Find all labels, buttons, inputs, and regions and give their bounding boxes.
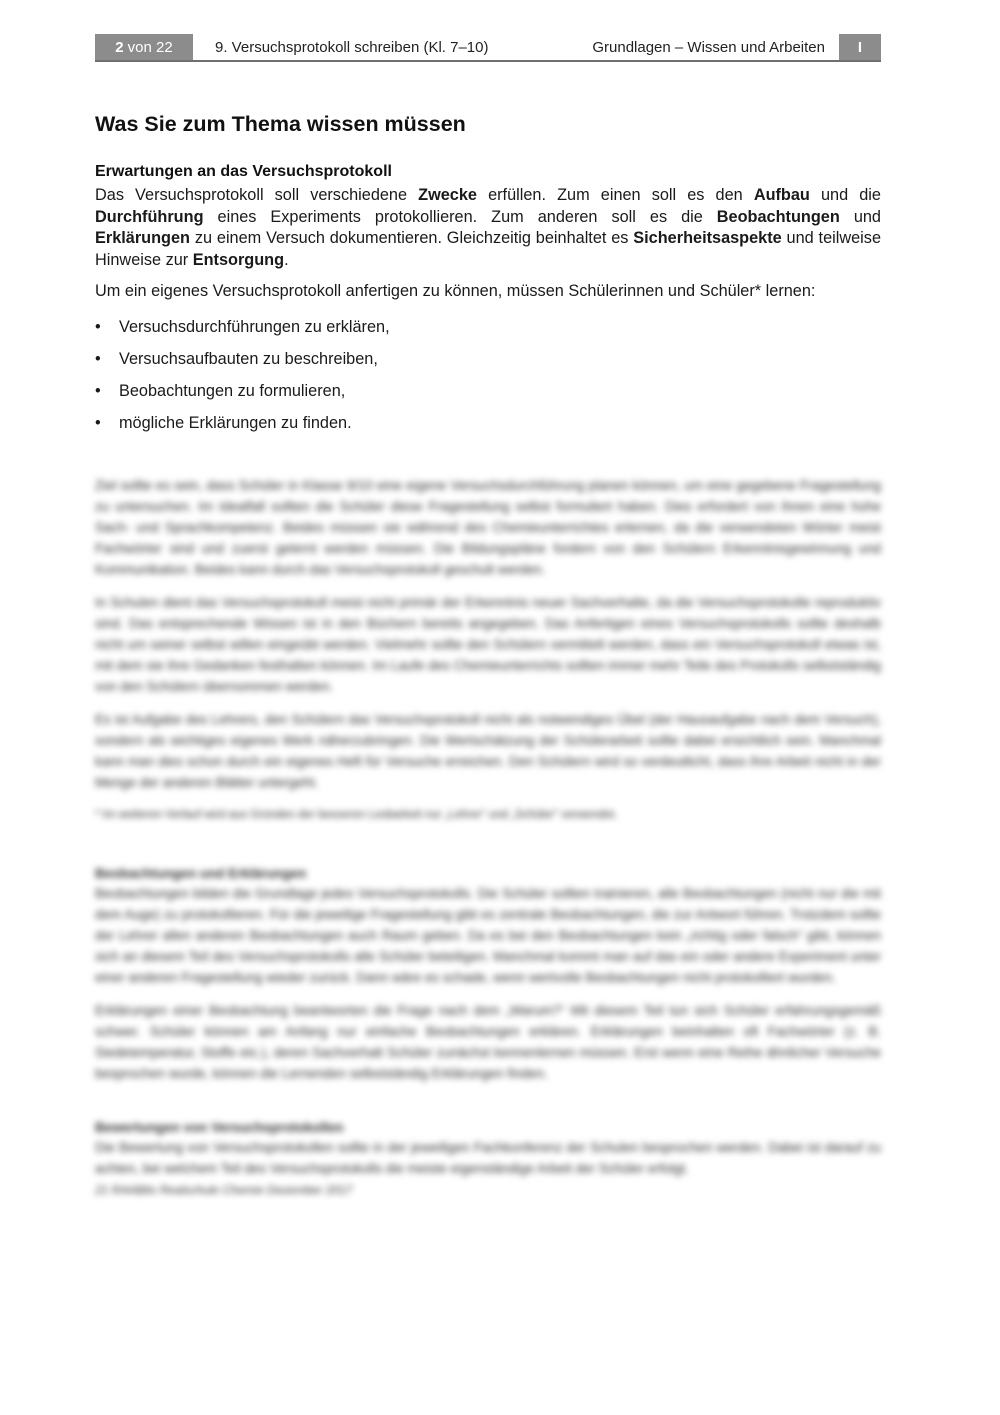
bold-term: Entsorgung [192, 250, 285, 269]
text-run: zu einem Versuch dokumentieren. Gleichzeitig beinhaltet es [190, 229, 634, 247]
blurred-paragraph: Beobachtungen bilden die Grundlage jedes Versuchsprotokolls. Die Schüler sollten trainieren, alle Beobachtungen (nicht nur die mit dem Auge) zu protokollieren. Für die jeweilige Fragestellung gibt es zentrale Beobachtungen, die zur Antwort führen. Trotzdem sollte der Lehrer allen anderen Beobachtungen auch Raum geben. Da es bei den Beobachtungen kein „richtig oder falsch“ gibt, können sich an diesem Teil des Versuchsprotokolls alle Schüler beteiligen. Manchmal kommt man auf das ein oder andere Experiment unter einer anderen Fragestellung wieder zurück. Dann wäre es schade, wenn wertvolle Beobachtungen nicht protokolliert wurden. [95, 886, 881, 985]
blurred-heading: Beobachtungen und Erklärungen [95, 866, 307, 881]
footnote: * Im weiteren Verlauf wird aus Gründen der besseren Lesbarkeit nur „Lehrer“ und „Schüler“ verwendet. [95, 809, 618, 821]
text-run: und teilweise Hinweise zur [95, 229, 881, 269]
learning-paragraph: Um ein eigenes Versuchsprotokoll anfertigen zu können, müssen Schülerinnen und Schüler* lernen: [95, 282, 816, 300]
main-content [95, 112, 881, 445]
blurred-paragraph: In Schulen dient das Versuchsprotokoll meist nicht primär der Erkenntnis neuer Sachverhalte, da die Versuchsprotokolle reproduktiv sind. Das entsprechende Wissen ist in den Büchern bereits angegeben. Das Anfertigen eines Versuchsprotokolls sollte deshalb nicht um seiner selbst willen eingeübt werden. Vielmehr sollte den Schülern vermittelt werden, dass ein Versuchsprotokoll etwas ist, mit dem sie ihre Gedanken festhalten können. Im Laufe des Chemieunterrichts sollten immer mehr Teile des Protokolls selbstständig von den Schülern übernommen werden. [95, 595, 881, 694]
text-run: . [284, 250, 289, 269]
bullet-icon: • [95, 413, 101, 432]
page-total: von 22 [127, 38, 173, 56]
blurred-paragraph: Es ist Aufgabe des Lehrers, den Schülern das Versuchsprotokoll nicht als notwendiges Übel (der Hausaufgabe nach dem Versuch), sondern als wichtiges eigenes Werk näherzubringen. Die Wertschätzung der Schülerarbeit sollte dabei ersichtlich sein. Manchmal kann man dies schon durch ein eigenes Heft für Versuche erreichen. Den Schülern wird so verdeutlicht, dass ihre Arbeit nicht in der Menge der anderen Blätter untergeht. [95, 712, 881, 790]
blurred-paragraph: Die Bewertung von Versuchsprotokollen sollte in der jeweiligen Fachkonferenz der Schulen besprochen werden. Dabei ist darauf zu achten, bei welchem Teil des Versuchsprotokolls die meiste eigenständige Arbeit der Schüler erfolgt. [95, 1140, 881, 1176]
bold-term: Sicherheitsaspekte [633, 229, 782, 247]
list-item: • Beobachtungen zu formulieren, [95, 381, 881, 403]
page-current: 2 [115, 38, 124, 56]
text-run: und [839, 207, 881, 226]
bullet-icon: • [95, 349, 101, 368]
page-title: Was Sie zum Thema wissen müssen [95, 112, 466, 136]
text-run: erfüllen. Zum einen soll es den [476, 186, 754, 204]
text-run: Das Versuchsprotokoll soll verschiedene [95, 186, 419, 204]
text-run: und die [809, 186, 881, 204]
page-header [95, 34, 881, 62]
list-item: • Versuchsdurchführungen zu erklären, [95, 317, 881, 339]
section-title: Grundlagen – Wissen und Arbeiten [592, 38, 825, 56]
list-item: • mögliche Erklärungen zu finden. [95, 413, 881, 435]
bold-term: Beobachtungen [716, 207, 840, 226]
document-title: 9. Versuchsprotokoll schreiben (Kl. 7–10) [215, 38, 489, 56]
list-item: • Versuchsaufbauten zu beschreiben, [95, 349, 881, 371]
bold-term: Durchführung [95, 207, 204, 226]
bold-term: Erklärungen [95, 229, 191, 247]
bold-term: Aufbau [753, 186, 810, 204]
section-marker: I [839, 34, 881, 60]
blurred-paragraph: Ziel sollte es sein, dass Schüler in Klasse 9/10 eine eigene Versuchsdurchführung planen können, um eine gegebene Fragestellung zu untersuchen. Im Idealfall sollten die Schüler diese Fragestellung selbst formuliert haben. Dies erfordert von ihnen eine hohe Sach- und Sprachkompetenz. Beides müssen sie während des Chemieunterrichtes erlernen, da die verwendeten Wörter meist Fachwörter sind und zuerst gelernt werden müssen. Die Bildungspläne fordern von den Schülern Erkenntnisgewinnung und Kommunikation. Beides kann durch das Versuchsprotokoll geschult werden. [95, 478, 881, 577]
bullet-icon: • [95, 317, 101, 336]
text-run: eines Experiments protokollieren. Zum anderen soll es die [203, 207, 717, 226]
skills-list [95, 317, 881, 435]
bold-term: Zwecke [418, 186, 477, 204]
subheading: Erwartungen an das Versuchsprotokoll [95, 163, 392, 180]
blurred-heading: Bewertungen von Versuchsprotokollen [95, 1120, 344, 1135]
source-citation: 21 RAABits Realschule Chemie Dezember 2017 [95, 1183, 353, 1197]
bullet-icon: • [95, 381, 101, 400]
intro-paragraph [95, 185, 881, 271]
blurred-paragraph: Erklärungen einer Beobachtung beantworten die Frage nach dem „Warum?“ Mit diesem Teil tun sich Schüler erfahrungsgemäß schwer. Schüler können am Anfang nur einfache Beobachtungen erklären. Erklärungen beinhalten oft Fachwörter (z. B. Siedetemperatur, Stoffe etc.), deren Sachverhalt Schüler zunächst kennenlernen müssen. Erst wenn eine Reihe ähnlicher Versuche besprochen wurde, können die Lernenden selbstständig Erklärungen finden. [95, 1003, 881, 1081]
blurred-preview-section [95, 475, 881, 1197]
page-number-box [95, 34, 193, 60]
